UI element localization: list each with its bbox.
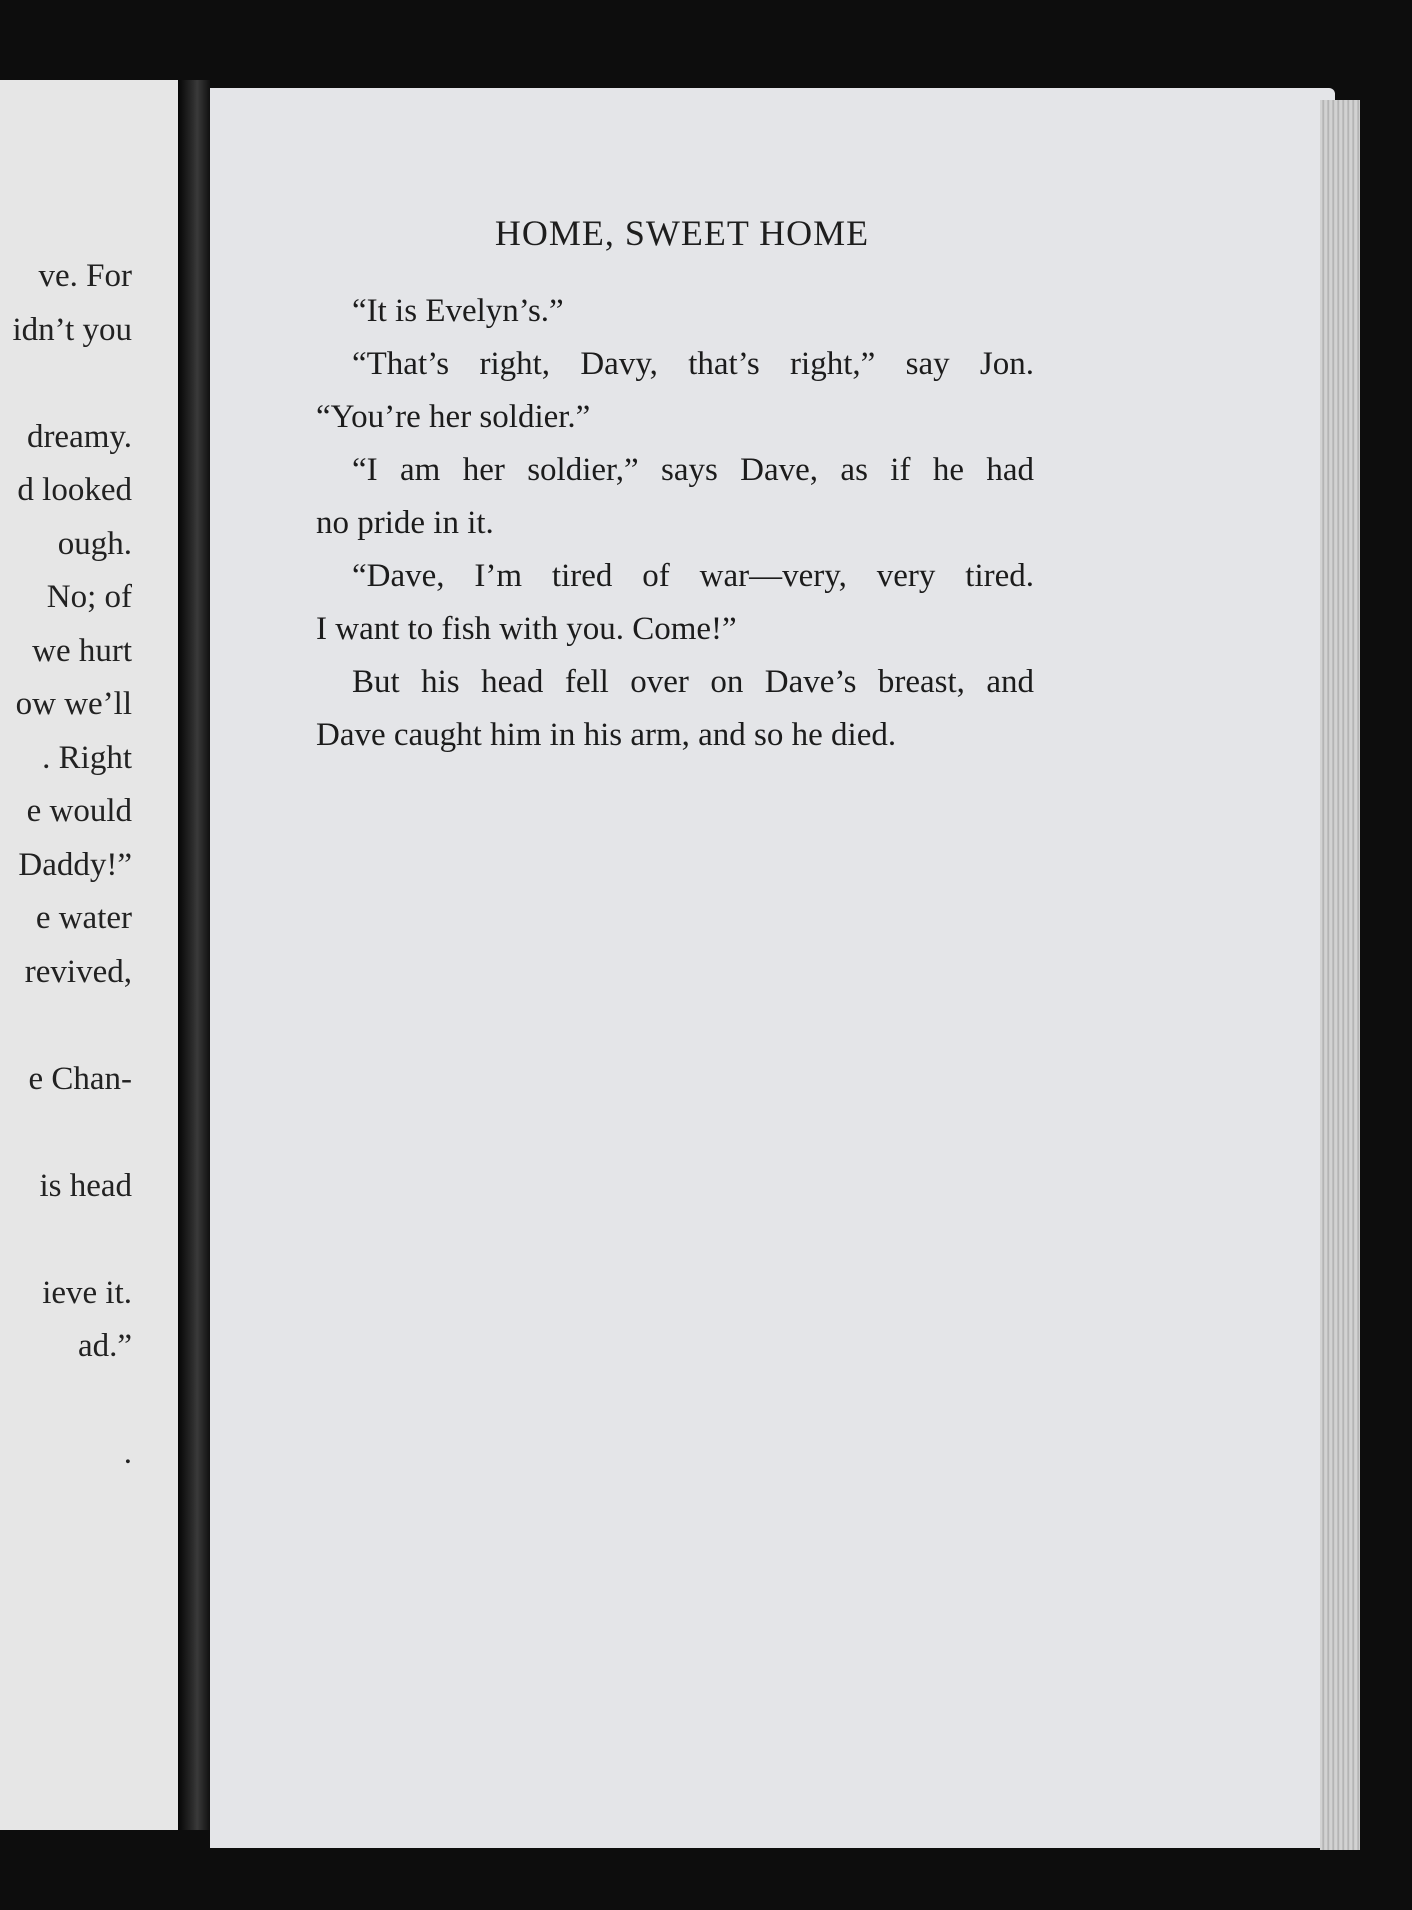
running-head: HOME, SWEET HOME xyxy=(494,213,870,253)
left-page-line: . Right xyxy=(42,739,132,776)
book-gutter xyxy=(178,80,210,1830)
left-page-line: ieve it. xyxy=(42,1274,132,1311)
left-page xyxy=(0,80,178,1830)
left-page-line: is head xyxy=(39,1167,132,1204)
left-page-line: dreamy. xyxy=(26,418,132,455)
page-edges xyxy=(1320,100,1360,1850)
left-page-line: idn’t you xyxy=(12,311,132,348)
text-line: “You’re her soldier.” xyxy=(316,399,591,435)
left-page-line: . xyxy=(123,1435,132,1471)
left-page-line: e Chan- xyxy=(28,1060,132,1097)
left-page-line: Daddy!” xyxy=(18,846,132,883)
left-page-line: e water xyxy=(35,900,132,936)
text-line: “I am her soldier,” says Dave, as if he had xyxy=(352,452,1034,488)
left-page-line: ve. For xyxy=(38,258,132,294)
left-page-line: we hurt xyxy=(32,632,132,669)
left-page-line: e would xyxy=(26,793,132,829)
left-page-line: ough. xyxy=(57,525,132,562)
text-line: “Dave, I’m tired of war—very, very tired. xyxy=(352,558,1034,594)
left-page-line: ow we’ll xyxy=(15,686,132,722)
text-line: But his head fell over on Dave’s breast, and xyxy=(352,664,1034,700)
text-line: “It is Evelyn’s.” xyxy=(352,293,564,329)
text-line: Dave caught him in his arm, and so he died. xyxy=(316,717,897,753)
left-page-line: revived, xyxy=(24,953,132,990)
left-page-line: d looked xyxy=(17,472,132,508)
text-line: no pride in it. xyxy=(316,505,494,541)
left-page-line: No; of xyxy=(46,579,132,615)
text-line: I want to fish with you. Come!” xyxy=(316,611,737,647)
body-text xyxy=(316,285,1034,762)
text-line: “That’s right, Davy, that’s right,” say Jon. xyxy=(352,346,1034,382)
left-page-line: ad.” xyxy=(77,1328,132,1364)
